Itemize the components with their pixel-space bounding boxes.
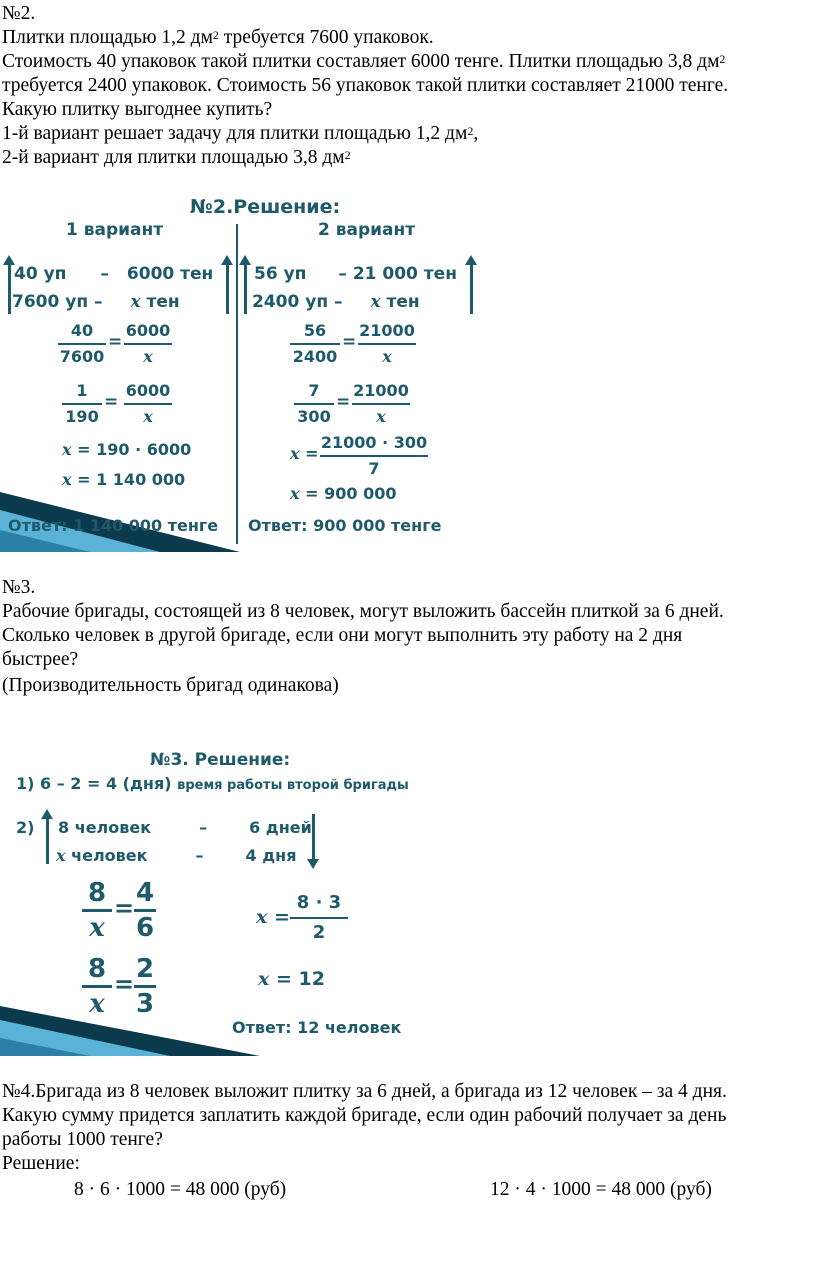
fraction: 8 · 3 2 (290, 890, 348, 946)
variant1-header: 1 вариант (66, 220, 164, 240)
fraction: 1 190 (62, 380, 102, 428)
task2-line6: 2-й вариант для плитки площадью 3,8 $дм^2$ (2, 147, 351, 168)
fraction: 56 2400 (290, 320, 340, 368)
arrow-up-icon (46, 818, 49, 864)
arrow-up-icon (244, 264, 247, 314)
fraction: 8 x (82, 954, 112, 1019)
equals-sign: = (114, 894, 135, 922)
v1-eq1: x = 190 · 6000 (62, 440, 192, 459)
v2-x-equals: x = (290, 444, 319, 463)
equals-sign: = (104, 392, 119, 412)
task2-line4: Какую плитку выгоднее купить? (2, 99, 273, 120)
task2-line5: 1-й вариант решает задачу для плитки площадью 1,2 $дм^2$, (2, 123, 479, 144)
v2-eq2: x = 900 000 (290, 484, 397, 503)
equals-sign: = (114, 970, 135, 998)
task4-line4: Решение: (2, 1153, 80, 1174)
solution-slide-2 (0, 186, 480, 552)
equals-sign: = (108, 332, 123, 352)
task3-line4: (Производительность бригад одинакова) (2, 675, 339, 696)
task2-line3: требуется 2400 упаковок. Стоимость 56 упаковок такой плитки составляет 21000 тенге. (2, 75, 729, 96)
slide3-answer: Ответ: 12 человек (232, 1018, 402, 1037)
divider (236, 224, 238, 544)
task2-line2: Стоимость 40 упаковок такой плитки составляет 6000 тенге. Плитки площадью 3,8 $дм^2$ (2, 51, 726, 72)
v1-row2: 7600 уп – x тен (12, 292, 180, 312)
fraction: 21000 x (353, 381, 409, 426)
slide3-step2: 2) (16, 818, 35, 837)
fraction: 4 6 (135, 878, 155, 943)
slide3-step1: 1) 6 – 2 = 4 (дня) время работы второй бригады (16, 774, 409, 793)
variant2-header: 2 вариант (318, 220, 416, 240)
v2-row2: 2400 уп – x тен (252, 292, 420, 312)
v2-row1: 56 уп – 21 000 тен (254, 264, 457, 284)
v1-row1: 40 уп – 6000 тен (14, 264, 214, 284)
task2-title: №2. (2, 3, 36, 24)
slide3-row1: 8 человек – 6 дней (58, 818, 312, 837)
slide3-x-equals: x = (256, 906, 290, 928)
task2-line1: Плитки площадью 1,2 $дм^2$ требуется 7600 упаковок. (2, 27, 434, 48)
slide3-title: №3. Решение: (150, 750, 291, 770)
solution-slide-3 (0, 742, 480, 1056)
task4-calc1: 8 · 6 · 1000 = 48 000 (руб) (74, 1179, 287, 1200)
task4-calc2: 12 · 4 · 1000 = 48 000 (руб) (490, 1179, 712, 1200)
fraction: 7 300 (294, 380, 334, 428)
equals-sign: = (336, 392, 351, 412)
v1-answer: Ответ: 1 140 000 тенге (8, 516, 219, 535)
arrow-up-icon (470, 264, 473, 314)
task3-line2: Сколько человек в другой бригаде, если они могут выполнить эту работу на 2 дня (2, 625, 683, 646)
slide2-title: №2.Решение: (190, 196, 341, 218)
fraction: 40 7600 (59, 321, 105, 366)
fraction: 21000 · 300 7 (320, 433, 428, 478)
task3-line3: быстрее? (2, 649, 79, 670)
equals-sign: = (342, 332, 357, 352)
task3-line1: Рабочие бригады, состоящей из 8 человек, могут выложить бассейн плиткой за 6 дней. (2, 601, 724, 622)
fraction: 6000 x (125, 381, 171, 426)
fraction: 2 3 (135, 954, 155, 1019)
v2-answer: Ответ: 900 000 тенге (248, 516, 442, 535)
slide3-row2: x человек – 4 дня (56, 846, 297, 865)
arrow-up-icon (226, 264, 229, 314)
task4-line1: №4.Бригада из 8 человек выложит плитку за 6 дней, а бригада из 12 человек – за 4 дня. (2, 1081, 727, 1102)
arrow-down-icon (312, 814, 315, 860)
v1-eq2: x = 1 140 000 (62, 470, 186, 489)
fraction: 6000 x (125, 321, 171, 366)
fraction: 8 x (82, 878, 112, 943)
fraction: 21000 x (359, 321, 415, 366)
task3-title: №3. (2, 577, 36, 598)
arrow-up-icon (8, 264, 11, 314)
task4-line3: работы 1000 тенге? (2, 1129, 163, 1150)
slide3-x12: x = 12 (258, 968, 325, 990)
task4-line2: Какую сумму придется заплатить каждой бригаде, если один рабочий получает за день (2, 1105, 727, 1126)
